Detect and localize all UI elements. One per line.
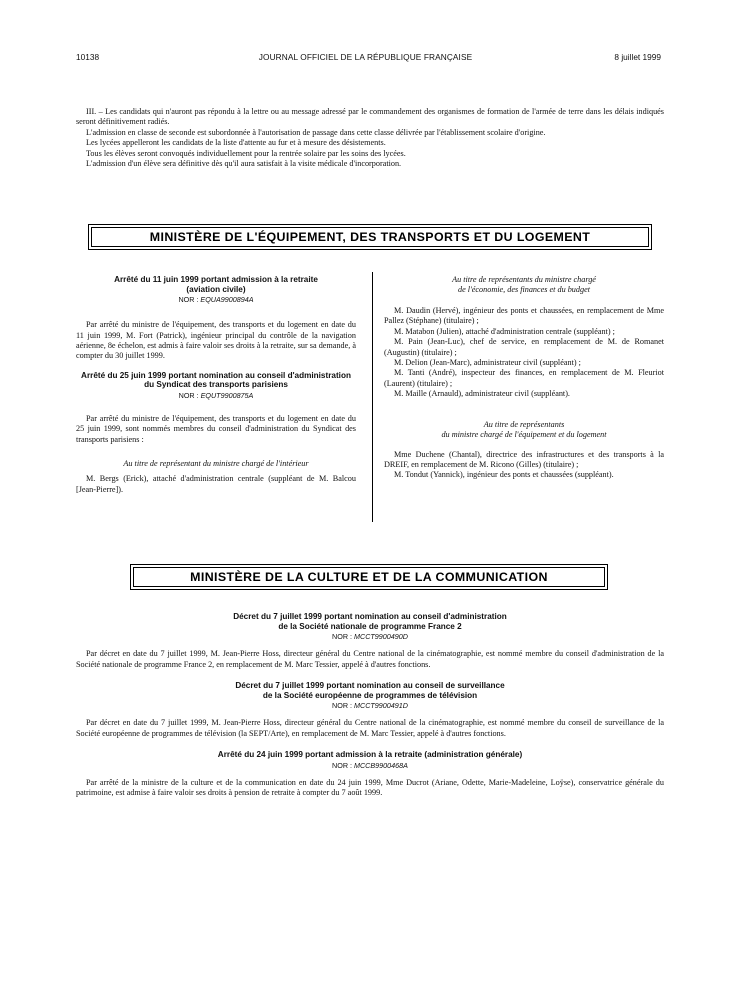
member-entry: M. Daudin (Hervé), ingénieur des ponts et chaussées, en remplacement de Mme Pallez (Stéphane) (titulaire) ; — [384, 306, 664, 326]
subheading-line: du ministre chargé de l'équipement et du logement — [441, 429, 607, 439]
members-equipement-list — [384, 450, 664, 481]
nor-code: EQUT9900875A — [200, 391, 254, 400]
member-entry: M. Bergs (Erick), attaché d'administration centrale (suppléant de M. Balcou [Jean-Pierre]). — [76, 474, 356, 494]
ministry-culture-banner: MINISTÈRE DE LA CULTURE ET DE LA COMMUNICATION — [133, 567, 605, 587]
member-entry: M. Matabon (Julien), attaché d'administration centrale (suppléant) ; — [394, 326, 615, 336]
right-column — [384, 275, 664, 481]
subheading-line: Au titre de représentants — [483, 419, 565, 429]
arrete-body: Par arrêté du ministre de l'équipement, des transports et du logement en date du 11 juin 1999, M. Fort (Patrick), ingénieur principal du contrôle de la navigation aérienne, 8e échelon, est admis à faire valoir ses droits à la retraite, sur sa demande, à compter du 30 juillet 1999. — [76, 320, 356, 361]
intro-paragraph: L'admission en classe de seconde est subordonnée à l'autorisation de passage dans cette classe délivrée par l'établissement scolaire d'origine. — [86, 127, 546, 137]
column-divider — [372, 272, 373, 522]
decret-title — [76, 681, 664, 700]
nor-code: EQUA9900894A — [200, 295, 254, 305]
nor-reference — [76, 391, 356, 400]
nor-code: MCCT9900491D — [354, 701, 408, 711]
nor-label: NOR : — [332, 760, 352, 770]
nor-reference — [76, 632, 664, 641]
member-entry: M. Maille (Arnauld), administrateur civil (suppléant). — [394, 389, 570, 399]
intro-paragraph: Tous les élèves seront convoqués individuellement pour la rentrée solaire par les soins des lycées. — [86, 148, 406, 158]
decret-title — [76, 612, 664, 631]
members-economie-list — [384, 306, 664, 400]
member-entry: M. Pain (Jean-Luc), chef de service, en remplacement de M. de Romanet (Augustin) (titulaire) ; — [384, 337, 664, 357]
decret-body: Par décret en date du 7 juillet 1999, M. Jean-Pierre Hoss, directeur général du Centre national de la cinématographie, est nommé membre du conseil d'administration de la Société nationale de programme France 2, en remplacement de M. Marc Tessier, appelé à d'autres fonctions. — [76, 649, 664, 669]
title-line: de la Société nationale de programme France 2 — [278, 621, 462, 631]
nor-reference — [76, 295, 356, 304]
nor-label: NOR : — [332, 632, 353, 642]
nor-reference — [76, 701, 664, 710]
decret-body: Par décret en date du 7 juillet 1999, M. Jean-Pierre Hoss, directeur général du Centre national de la cinématographie, est nommé membre du conseil de surveillance de la Société européenne de programmes de télévision (la SEPT/Arte), en remplacement de M. Marc Tessier, appelé à d'autres fonctions. — [76, 718, 664, 738]
left-column — [76, 275, 356, 495]
subheading-economie — [384, 275, 664, 295]
member-entry: M. Tondut (Yannick), ingénieur des ponts et chaussées (suppléant). — [394, 470, 614, 480]
page-number: 10138 — [76, 52, 100, 62]
intro-section — [76, 107, 664, 169]
arrete-title: Arrêté du 11 juin 1999 portant admission à la retraite (aviation civile) — [114, 275, 318, 294]
journal-title: JOURNAL OFFICIEL DE LA RÉPUBLIQUE FRANÇAISE — [258, 52, 473, 62]
issue-date: 8 juillet 1999 — [614, 52, 661, 62]
title-line: Décret du 7 juillet 1999 portant nomination au conseil d'administration — [233, 612, 507, 621]
arrete-title: Arrêté du 25 juin 1999 portant nomination au conseil d'administration du Syndicat des transports parisiens — [81, 370, 351, 390]
title-line: Décret du 7 juillet 1999 portant nomination au conseil de surveillance — [235, 681, 505, 690]
nor-label: NOR : — [178, 391, 199, 400]
title-line: de la Société européenne de programmes de télévision — [262, 690, 478, 700]
subheading-line: de l'économie, des finances et du budget — [457, 285, 591, 294]
subheading-equipement — [384, 420, 664, 440]
ministry-equipement-banner: MINISTÈRE DE L'ÉQUIPEMENT, DES TRANSPORTS ET DU LOGEMENT — [91, 227, 649, 247]
intro-paragraph: Les lycées appelleront les candidats de la liste d'attente au fur et à mesure des désistements. — [86, 138, 386, 148]
intro-paragraph: III. – Les candidats qui n'auront pas répondu à la lettre ou au message adressé par le commandement des organismes de formation de l'armée de terre dans les délais indiqués seront définitivement radiés. — [76, 107, 664, 127]
intro-paragraph: L'admission d'un élève sera définitive dès qu'il aura satisfait à la visite médicale d'incorporation. — [86, 159, 402, 169]
subheading-line: Au titre de représentants du ministre chargé — [452, 275, 596, 284]
member-entry: M. Delion (Jean-Marc), administrateur civil (suppléant) ; — [394, 358, 581, 368]
arrete-body: Par arrêté du ministre de l'équipement, des transports et du logement en date du 25 juin 1999, sont nommés membres du conseil d'administration du Syndicat des transports parisiens : — [76, 414, 356, 444]
arrete-title: Arrêté du 24 juin 1999 portant admission à la retraite (administration générale) — [217, 750, 523, 759]
nor-label: NOR : — [332, 701, 353, 711]
nor-label: NOR : — [178, 295, 199, 305]
subheading-interieur: Au titre de représentant du ministre chargé de l'intérieur — [123, 459, 309, 469]
nor-code: MCCB9900468A — [354, 760, 408, 770]
nor-reference — [76, 761, 664, 770]
culture-section — [76, 612, 664, 798]
nor-code: MCCT9900490D — [354, 632, 408, 642]
arrete-body: Par arrêté de la ministre de la culture et de la communication en date du 24 juin 1999, Mme Ducrot (Ariane, Odette, Marie-Madeleine, Loÿse), conservatrice générale du patrimoine, est admise à faire valoir ses droits à pension de retraite à compter du 7 août 1999. — [76, 777, 664, 797]
member-entry: Mme Duchene (Chantal), directrice des infrastructures et des transports à la DREIF, en remplacement de M. Ricono (Gilles) (titulaire) ; — [384, 449, 664, 470]
member-entry: M. Tanti (André), inspecteur des finances, en remplacement de M. Fleuriot (Laurent) (titulaire) ; — [384, 368, 664, 388]
